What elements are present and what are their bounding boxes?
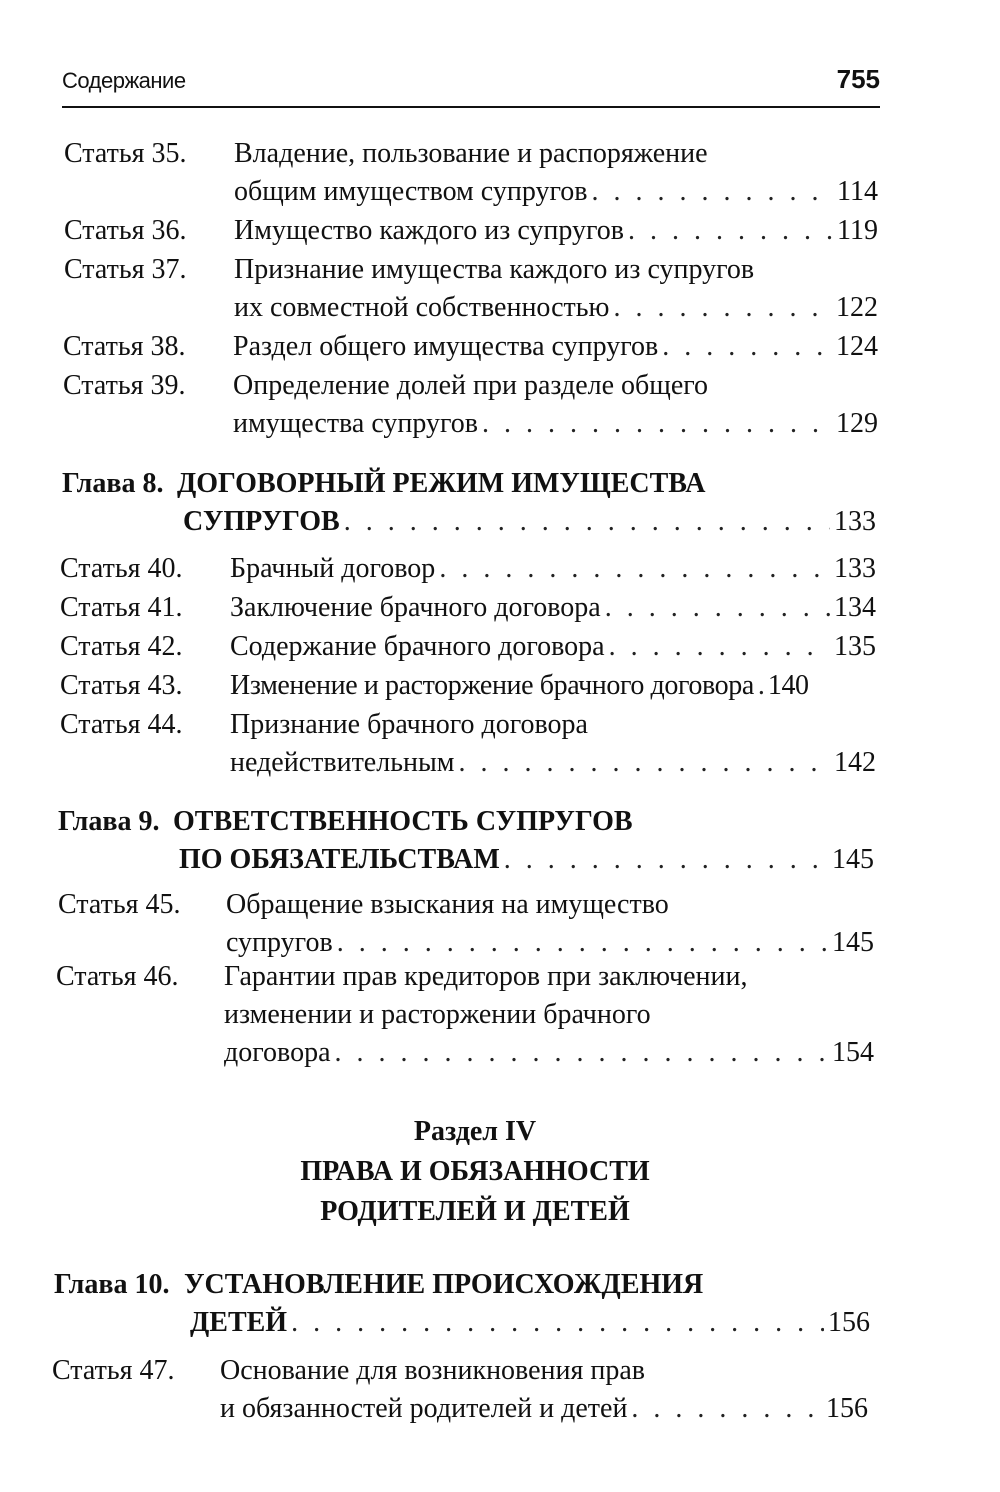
entry-title: Определение долей при разделе общего <box>233 370 709 401</box>
entry-title: Обращение взыскания на имущество <box>226 889 669 920</box>
toc-chapter <box>62 465 876 543</box>
leader-dots <box>662 328 832 366</box>
entry-title: Содержание брачного договора <box>230 631 605 662</box>
toc-chapter <box>58 803 874 881</box>
entry-title: Имущество каждого из супругов <box>234 215 625 246</box>
toc-entry <box>64 135 878 211</box>
leader-dots <box>613 289 832 327</box>
entry-title: Признание брачного договора <box>230 709 588 740</box>
entry-page: 154 <box>832 1037 874 1068</box>
entry-title: Признание имущества каждого из супругов <box>234 254 755 285</box>
chapter-title: УСТАНОВЛЕНИЕ ПРОИСХОЖДЕНИЯ <box>184 1269 704 1300</box>
entry-page: 140 <box>767 670 809 701</box>
entry-page: 135 <box>834 631 876 662</box>
section-label: Раздел IV <box>413 1116 537 1147</box>
toc-entry <box>60 706 876 782</box>
entry-title: Гарантии прав кредиторов при заключении, <box>224 961 748 992</box>
entry-title: Основание для возникновения прав <box>220 1355 646 1386</box>
chapter-page: 156 <box>828 1307 870 1338</box>
leader-dots <box>482 405 832 443</box>
entry-title: Брачный договор <box>230 553 436 584</box>
entry-page: 124 <box>836 331 878 362</box>
entry-title: и обязанностей родителей и детей <box>220 1393 628 1424</box>
entry-title: недействительным <box>230 747 455 778</box>
toc-entry <box>60 667 876 705</box>
entry-title: изменении и расторжении брачного <box>224 999 651 1030</box>
chapter-number: Глава 10. <box>54 1269 170 1300</box>
leader-dots <box>504 841 828 879</box>
toc-entry <box>64 212 878 250</box>
entry-number: Статья 42. <box>60 631 183 662</box>
entry-number: Статья 38. <box>63 331 186 362</box>
page-header <box>62 62 880 108</box>
chapter-page: 145 <box>832 844 874 875</box>
toc-entry <box>64 251 878 327</box>
entry-page: 156 <box>826 1393 868 1424</box>
leader-dots <box>628 212 833 250</box>
chapter-number: Глава 9. <box>58 806 160 837</box>
entry-number: Статья 45. <box>58 889 181 920</box>
entry-title: Заключение брачного договора <box>230 592 601 623</box>
chapter-title: ПО ОБЯЗАТЕЛЬСТВАМ <box>179 844 500 875</box>
entry-title: договора <box>224 1037 331 1068</box>
leader-dots <box>439 550 830 588</box>
entry-number: Статья 37. <box>64 254 187 285</box>
leader-dots <box>459 744 831 782</box>
leader-dots <box>758 667 764 705</box>
toc-entry <box>58 886 874 962</box>
chapter-number: Глава 8. <box>62 468 164 499</box>
section-title: РОДИТЕЛЕЙ И ДЕТЕЙ <box>320 1196 630 1227</box>
leader-dots <box>609 628 830 666</box>
chapter-page: 133 <box>834 506 876 537</box>
leader-dots <box>631 1390 822 1428</box>
toc-chapter <box>54 1266 870 1344</box>
toc-entry <box>52 1352 868 1428</box>
leader-dots <box>344 503 830 541</box>
leader-dots <box>605 589 830 627</box>
entry-page: 129 <box>836 408 878 439</box>
entry-page: 142 <box>834 747 876 778</box>
entry-number: Статья 39. <box>63 370 186 401</box>
entry-page: 134 <box>834 592 876 623</box>
section-title: ПРАВА И ОБЯЗАННОСТИ <box>300 1156 650 1187</box>
entry-number: Статья 47. <box>52 1355 175 1386</box>
leader-dots <box>337 924 828 962</box>
entry-title: Изменение и расторжение брачного договора <box>230 670 754 701</box>
running-head: Содержание <box>62 68 186 93</box>
toc-entry <box>63 328 878 366</box>
entry-page: 145 <box>832 927 874 958</box>
entry-page: 114 <box>837 176 878 207</box>
entry-title: общим имуществом супругов <box>234 176 588 207</box>
entry-page: 122 <box>836 292 878 323</box>
entry-number: Статья 43. <box>60 670 183 701</box>
entry-number: Статья 41. <box>60 592 183 623</box>
toc-entry <box>60 550 876 588</box>
entry-number: Статья 44. <box>60 709 183 740</box>
entry-title: Владение, пользование и распоряжение <box>234 138 708 169</box>
chapter-title: ОТВЕТСТВЕННОСТЬ СУПРУГОВ <box>173 806 633 837</box>
entry-page: 133 <box>834 553 876 584</box>
chapter-title: СУПРУГОВ <box>183 506 340 537</box>
leader-dots <box>591 173 833 211</box>
chapter-title: ДОГОВОРНЫЙ РЕЖИМ ИМУЩЕСТВА <box>177 468 706 499</box>
page-number: 755 <box>836 64 880 94</box>
entry-page: 119 <box>837 215 878 246</box>
entry-number: Статья 40. <box>60 553 183 584</box>
section-heading <box>260 1112 690 1232</box>
toc-entry <box>56 958 874 1072</box>
entry-number: Статья 46. <box>56 961 179 992</box>
toc-entry <box>60 628 876 666</box>
entry-title: их совместной собственностью <box>234 292 610 323</box>
chapter-title: ДЕТЕЙ <box>190 1307 288 1338</box>
entry-number: Статья 35. <box>64 138 187 169</box>
entry-title: супругов <box>226 927 333 958</box>
entry-title: Раздел общего имущества супругов <box>233 331 659 362</box>
entry-title: имущества супругов <box>233 408 479 439</box>
entry-number: Статья 36. <box>64 215 187 246</box>
toc-entry <box>63 367 878 443</box>
toc-entry <box>60 589 876 627</box>
leader-dots <box>335 1034 829 1072</box>
leader-dots <box>291 1304 824 1342</box>
